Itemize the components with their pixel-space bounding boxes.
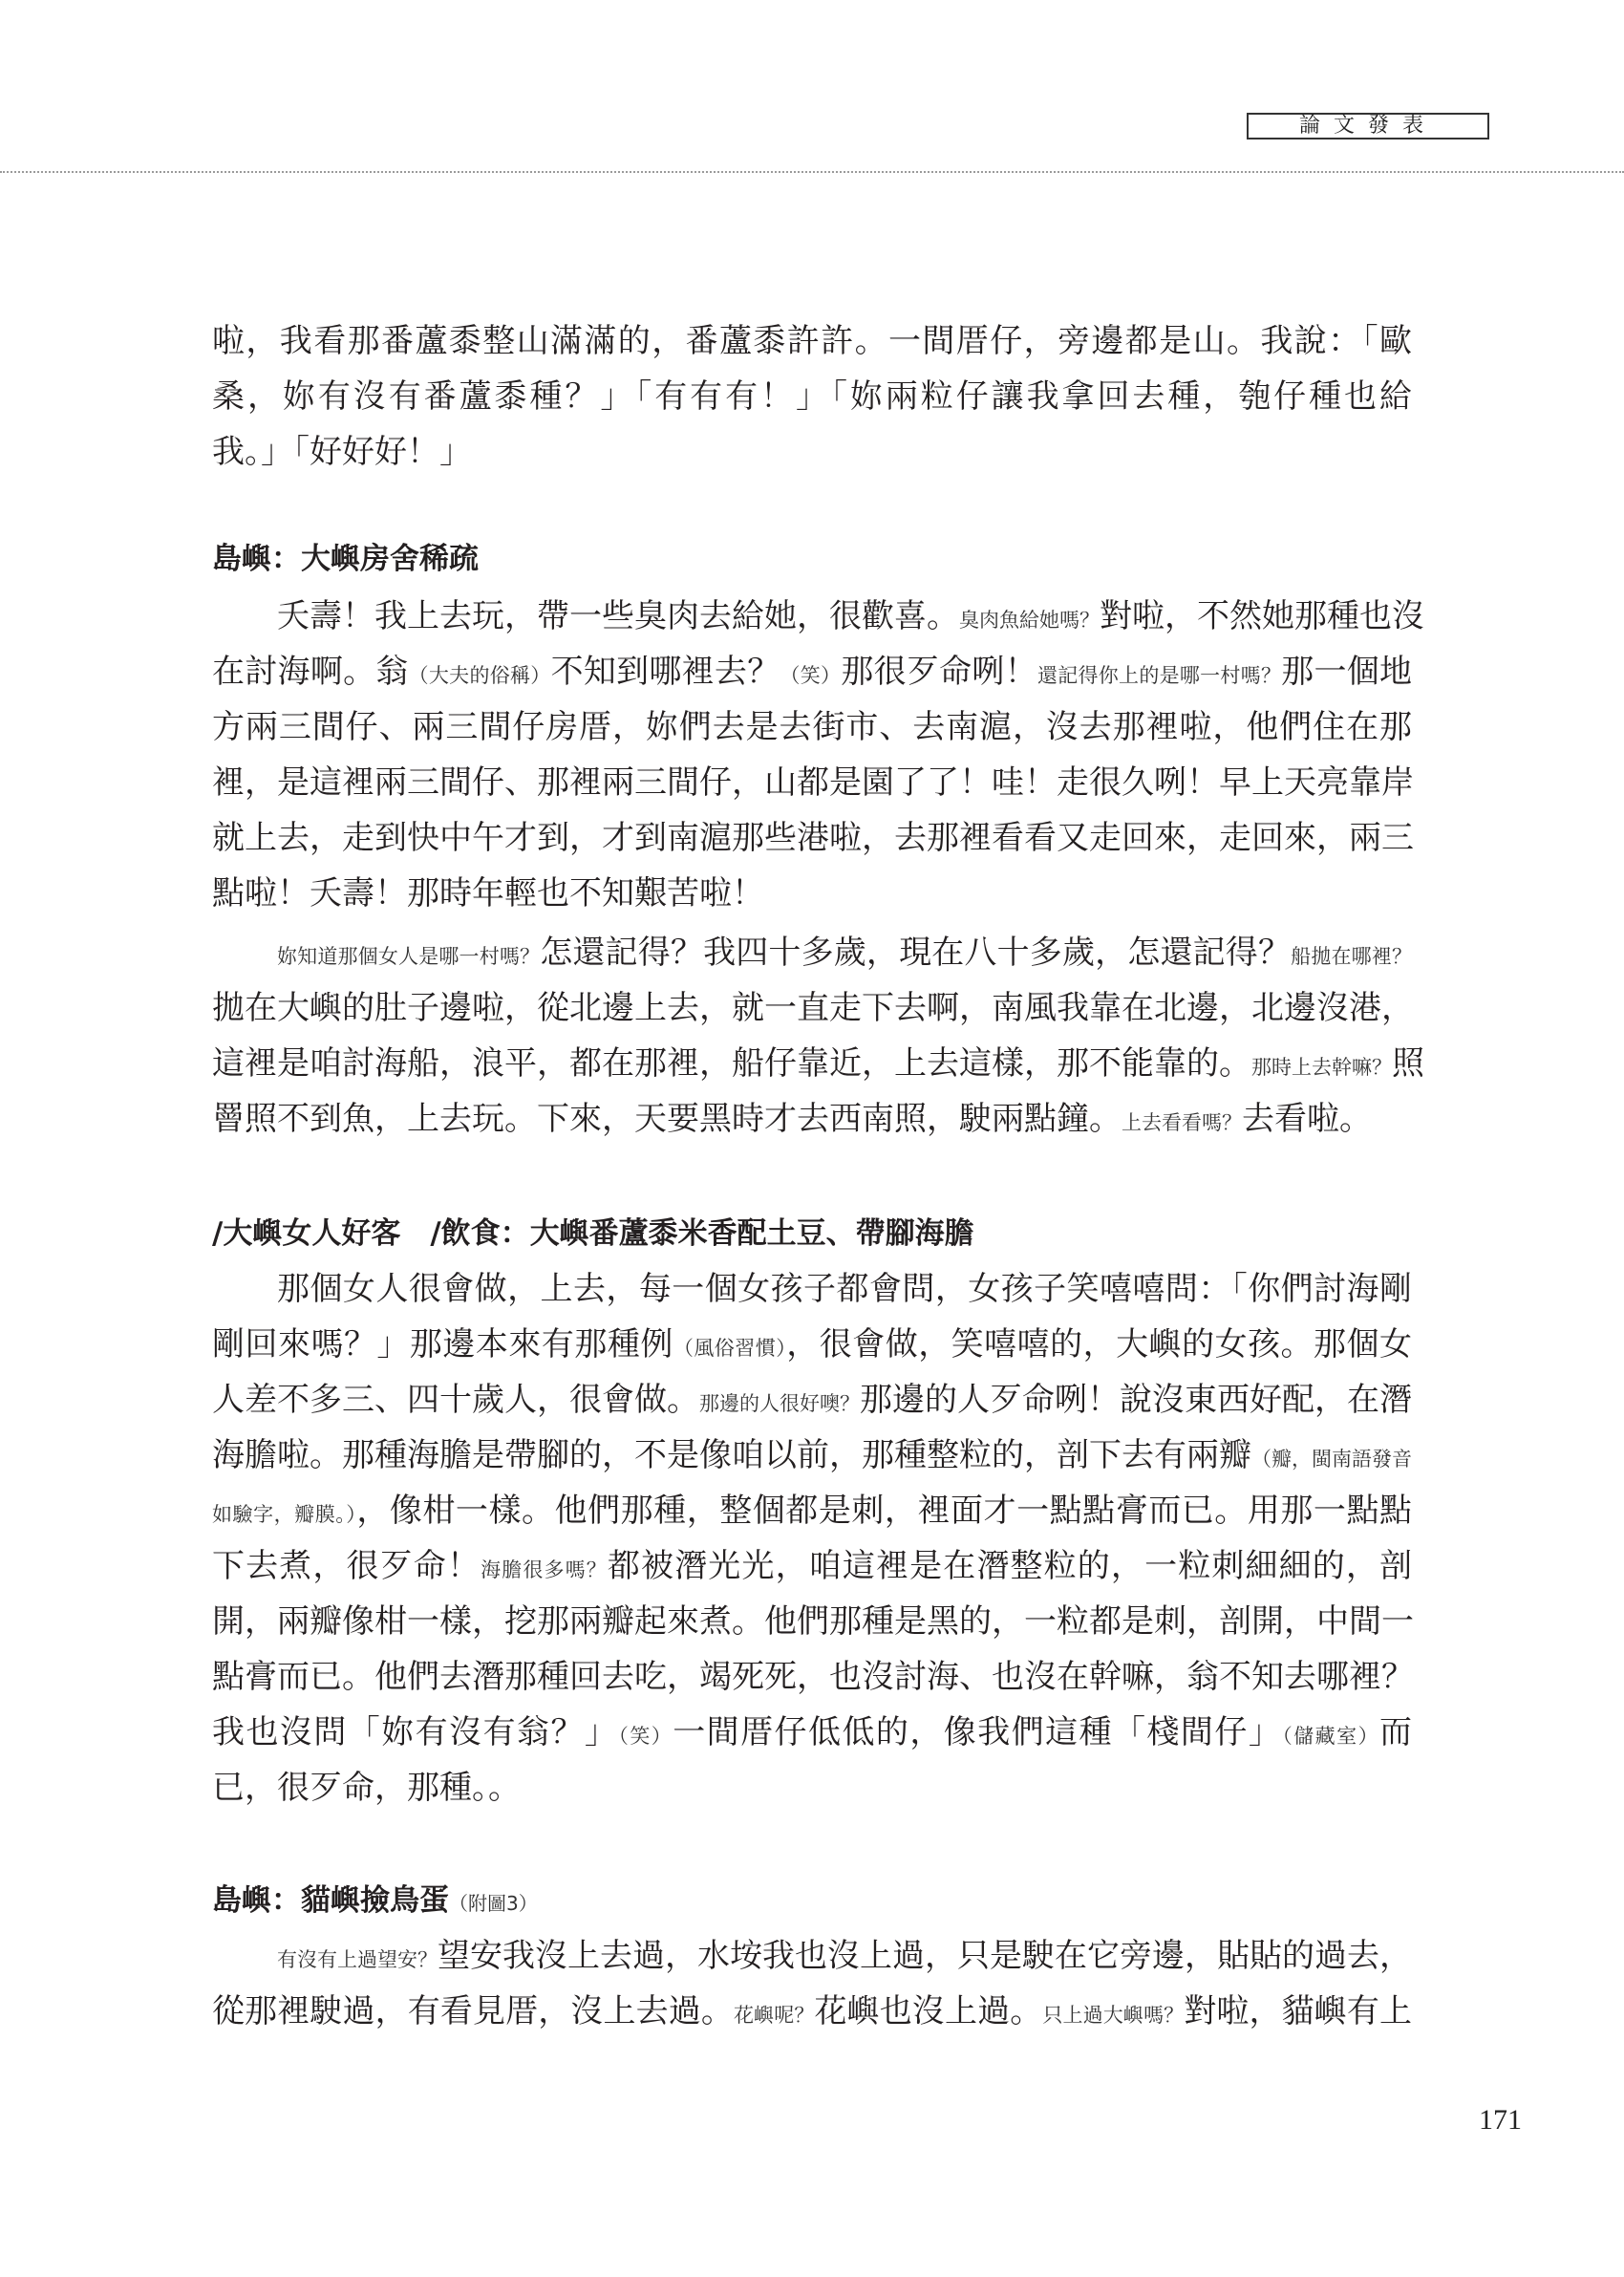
- interviewer-question-or-note: 上去看看嗎？: [1122, 1111, 1242, 1134]
- section-heading: [212, 1873, 1412, 1928]
- text-line: [212, 369, 1412, 424]
- text-line: [212, 1372, 1412, 1428]
- interviewer-question-or-note: 還記得你上的是哪一村嗎？: [1036, 664, 1282, 687]
- text-run: 而: [1379, 1713, 1413, 1751]
- text-run: /大嶼女人好客 /飲食：大嶼番蘆黍米香配土豆、帶腳海膽: [212, 1216, 974, 1251]
- interviewer-question-or-note: （笑）: [780, 664, 842, 687]
- text-run: 方兩三間仔、兩三間仔房厝，妳們去是去街市、去南滬，沒去那裡啦，他們住在那: [212, 708, 1412, 746]
- text-run: 怎還記得？我四十多歲，現在八十多歲，怎還記得？: [540, 934, 1292, 972]
- text-run: 望安我沒上去過，水垵我也沒上過，只是駛在它旁邊，貼貼的過去，: [438, 1937, 1412, 1975]
- text-run: 罾照不到魚，上去玩。下來，天要黑時才去西南照，駛兩點鐘。: [212, 1100, 1122, 1138]
- text-run: 照: [1392, 1044, 1424, 1083]
- text-run: 海膽啦。那種海膽是帶腳的，不是像咱以前，那種整粒的，剖下去有兩瓣: [212, 1436, 1251, 1474]
- paragraph: [212, 925, 1424, 1147]
- section-heading: [212, 531, 1412, 587]
- text-run: 啦，我看那番蘆黍整山滿滿的，番蘆黍許許。一間厝仔，旁邊都是山。我說：「歐: [212, 322, 1412, 360]
- text-run: 下去煮，很歹命！: [212, 1547, 481, 1585]
- text-run: 都被潛光光，咱這裡是在潛整粒的，一粒刺細細的，剖: [607, 1547, 1413, 1585]
- text-line: [212, 313, 1412, 369]
- text-run: 不知到哪裡去？: [550, 653, 780, 691]
- text-run: 那個女人很會做，上去，每一個女孩子都會問，女孩子笑嘻嘻問：「你們討海剛: [277, 1270, 1412, 1308]
- text-run: 對啦，不然她那種也沒: [1100, 597, 1424, 635]
- paragraph: [212, 1928, 1412, 2039]
- interviewer-question-or-note: （笑）: [618, 1725, 673, 1748]
- text-line: [212, 1091, 1412, 1147]
- text-run: 花嶼也沒上過。: [814, 1992, 1043, 2030]
- text-run: 點啦！夭壽！那時年輕也不知艱苦啦！: [212, 874, 764, 913]
- article-body: [212, 313, 1424, 2039]
- text-line: [212, 810, 1412, 866]
- text-run: 去看啦。: [1242, 1100, 1372, 1138]
- text-run: 就上去，走到快中午才到，才到南滬那些港啦，去那裡看看又走回來，走回來，兩三: [212, 819, 1414, 857]
- interviewer-question-or-note: 只上過大嶼嗎？: [1042, 2004, 1185, 2027]
- text-run: 這裡是咱討海船，浪平，都在那裡，船仔靠近，上去這樣，那不能靠的。: [212, 1044, 1251, 1083]
- text-line: [212, 1760, 1412, 1815]
- paragraph: [212, 1261, 1412, 1815]
- interviewer-question-or-note: （附圖3）: [449, 1892, 538, 1915]
- section-label: 論文發表: [1298, 114, 1437, 138]
- text-line: [212, 1705, 1412, 1760]
- interviewer-question-or-note: 船拋在哪裡？: [1291, 945, 1413, 968]
- text-run: 拋在大嶼的肚子邊啦，從北邊上去，就一直走下去啊，南風我靠在北邊，北邊沒港，: [212, 989, 1414, 1027]
- interviewer-question-or-note: 海膽很多嗎？: [481, 1558, 608, 1581]
- header-divider: [0, 171, 1624, 173]
- text-run: 人差不多三、四十歲人，很會做。: [212, 1381, 699, 1419]
- text-run: 一間厝仔低低的，像我們這種「棧間仔」: [673, 1713, 1283, 1751]
- text-run: 開，兩瓣像柑一樣，挖那兩瓣起來煮。他們那種是黑的，一粒都是刺，剖開，中間一: [212, 1602, 1414, 1641]
- interviewer-question-or-note: （儲藏室）: [1282, 1725, 1380, 1748]
- text-run: 夭壽！我上去玩，帶一些臭肉去給她，很歡喜。: [277, 597, 959, 635]
- interviewer-question-or-note: （大夫的俗稱）: [408, 664, 551, 687]
- interviewer-question-or-note: 有沒有上過望安？: [277, 1948, 438, 1971]
- text-run: 從那裡駛過，有看見厝，沒上去過。: [212, 1992, 734, 2030]
- interviewer-question-or-note: 如驗字，瓣膜。）: [212, 1503, 357, 1526]
- text-run: ，很會做，笑嘻嘻的，大嶼的女孩。那個女: [786, 1325, 1413, 1364]
- text-line: [212, 1928, 1412, 1984]
- text-line: [212, 1036, 1424, 1091]
- interviewer-question-or-note: 臭肉魚給她嗎？: [959, 609, 1100, 632]
- text-line: [212, 1538, 1412, 1594]
- text-run: 點膏而已。他們去潛那種回去吃，竭死死，也沒討海、也沒在幹嘛，翁不知去哪裡？: [212, 1658, 1414, 1696]
- text-run: 我。」「好好好！」: [212, 433, 472, 471]
- text-run: 裡，是這裡兩三間仔、那裡兩三間仔，山都是園了了！哇！走很久咧！早上天亮靠岸: [212, 763, 1414, 802]
- text-line: [212, 1261, 1412, 1317]
- text-line: [212, 1428, 1412, 1483]
- text-line: [212, 1483, 1412, 1538]
- text-run: 島嶼：貓嶼撿鳥蛋: [212, 1883, 449, 1918]
- text-run: 那很歹命咧！: [841, 653, 1037, 691]
- page-number: 171: [1479, 2104, 1522, 2136]
- text-run: 那一個地: [1281, 653, 1413, 691]
- text-run: 桑，妳有沒有番蘆黍種？」「有有有！」「妳兩粒仔讓我拿回去種，匏仔種也給: [212, 377, 1412, 416]
- section-heading: [212, 1206, 1412, 1261]
- text-line: [212, 980, 1412, 1036]
- text-line: [212, 866, 1412, 921]
- interviewer-question-or-note: （風俗習慣）: [673, 1337, 787, 1360]
- text-run: 島嶼：大嶼房舍稀疏: [212, 542, 479, 576]
- text-line: [212, 644, 1412, 699]
- text-line: [212, 755, 1412, 810]
- text-line: [212, 589, 1424, 644]
- text-line: [212, 1649, 1412, 1705]
- interviewer-question-or-note: 那時上去幹嘛？: [1251, 1056, 1392, 1079]
- section-label-box: [1247, 113, 1489, 140]
- text-line: [212, 1984, 1412, 2039]
- text-line: [212, 699, 1412, 755]
- text-run: 我也沒問「妳有沒有翁？」: [212, 1713, 619, 1751]
- interviewer-question-or-note: 花嶼呢？: [734, 2004, 815, 2027]
- text-line: [212, 1594, 1412, 1649]
- text-line: [212, 1317, 1412, 1372]
- text-run: ，像柑一樣。他們那種，整個都是刺，裡面才一點點膏而已。用那一點點: [356, 1492, 1413, 1530]
- text-run: 對啦，貓嶼有上: [1184, 1992, 1412, 2030]
- text-run: 已，很歹命，那種。。: [212, 1769, 521, 1807]
- text-line: [212, 424, 1412, 480]
- text-run: 在討海啊。翁: [212, 653, 409, 691]
- text-run: 剛回來嗎？」那邊本來有那種例: [212, 1325, 673, 1364]
- interviewer-question-or-note: 妳知道那個女人是哪一村嗎？: [277, 945, 541, 968]
- paragraph: [212, 313, 1412, 480]
- interviewer-question-or-note: （瓣，閩南語發音: [1251, 1448, 1412, 1471]
- text-line: [212, 925, 1412, 980]
- interviewer-question-or-note: 那邊的人很好噢？: [699, 1392, 860, 1415]
- text-run: 那邊的人歹命咧！說沒東西好配，在潛: [860, 1381, 1412, 1419]
- paragraph: [212, 589, 1424, 921]
